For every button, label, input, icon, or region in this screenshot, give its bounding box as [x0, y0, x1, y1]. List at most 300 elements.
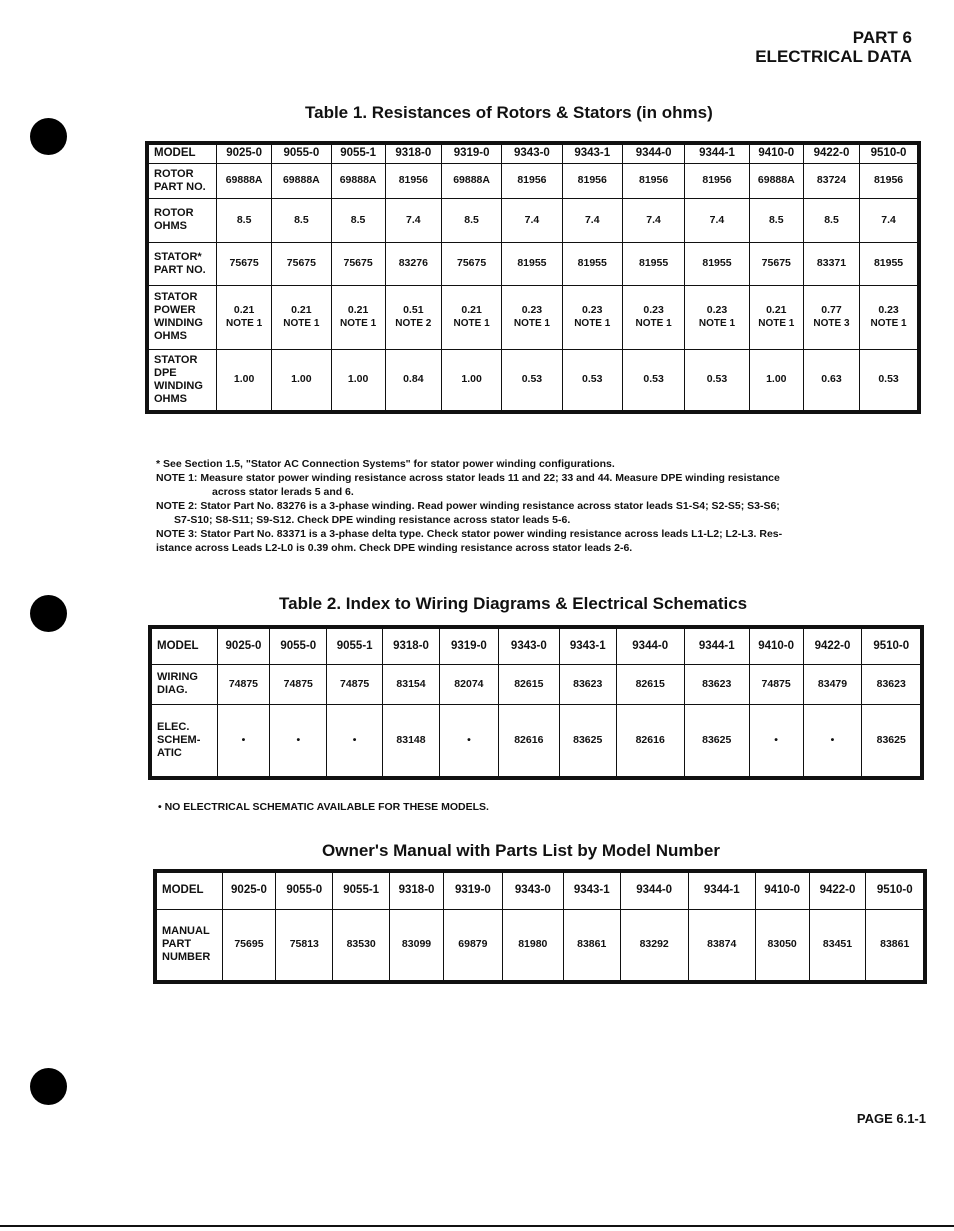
table-cell: [866, 871, 925, 909]
page-header: [755, 28, 912, 66]
table-cell: [559, 664, 616, 704]
cell-value: 9055-1: [340, 147, 377, 160]
table-cell: [860, 163, 919, 198]
cell-value: 83861: [577, 938, 607, 951]
cell-value: 9344-1: [699, 147, 735, 160]
cell-value: 74875: [340, 677, 370, 690]
cell-value: 69888A: [282, 174, 320, 186]
cell-value: 9055-1: [336, 639, 373, 652]
row-header-line: NUMBER: [162, 951, 211, 964]
row-header-line: PART NO.: [154, 180, 206, 193]
cell-value: 75675: [761, 257, 791, 269]
table-cell: [272, 285, 331, 349]
table-row: [147, 349, 919, 412]
table-cell: [217, 349, 272, 412]
row-header-line: PART: [162, 938, 192, 951]
cell-value: 83623: [573, 677, 603, 690]
cell-note: NOTE 2: [395, 318, 432, 329]
table-cell: [749, 627, 803, 664]
row-header-line: MANUAL: [162, 925, 210, 938]
table3-owners-manual: [153, 869, 927, 984]
row-header-line: DPE: [154, 366, 177, 379]
row-header-line: STATOR: [154, 291, 198, 303]
table-cell: [441, 285, 501, 349]
cell-note: NOTE 1: [635, 318, 672, 329]
table-cell: [217, 627, 270, 664]
cell-value: 9410-0: [758, 147, 795, 160]
table-cell: [502, 143, 562, 163]
table-cell: [439, 627, 498, 664]
cell-value: 9344-1: [703, 884, 740, 897]
table-row: [155, 909, 925, 982]
table-cell: [562, 198, 622, 242]
table-cell: [685, 285, 749, 349]
table-cell: [559, 704, 616, 778]
table-cell: [272, 349, 331, 412]
table-cell: [502, 163, 562, 198]
table-cell: [498, 664, 559, 704]
cell-value: 83479: [817, 677, 848, 690]
table-cell: [272, 198, 331, 242]
cell-value: 83530: [346, 938, 376, 951]
cell-value: 9344-0: [636, 884, 673, 897]
table-cell: [622, 163, 684, 198]
cell-value: 7.4: [584, 213, 600, 226]
table-cell: [331, 349, 385, 412]
cell-value: 9319-0: [451, 639, 487, 652]
cell-value: 9343-1: [574, 147, 611, 160]
table-cell: [862, 627, 922, 664]
table-cell: [333, 871, 390, 909]
table-cell: [333, 909, 390, 982]
table-cell: [749, 242, 803, 285]
cell-value: 81956: [577, 174, 607, 186]
cell-note: NOTE 1: [758, 318, 795, 329]
cell-value: 83623: [876, 677, 906, 690]
cell-value: 83276: [398, 257, 428, 269]
table-cell: [390, 909, 444, 982]
row-header-line: STATOR*: [154, 250, 202, 263]
row-header-line: ROTOR: [154, 167, 194, 180]
table-cell: [559, 627, 616, 664]
cell-value: 83154: [396, 677, 426, 690]
table-cell: [562, 143, 622, 163]
cell-value: 9422-0: [813, 147, 850, 160]
punch-hole-middle: [30, 595, 67, 632]
table-cell: [562, 349, 622, 412]
row-header: [150, 704, 217, 778]
cell-value: 74875: [228, 677, 259, 690]
table-cell: [217, 664, 270, 704]
table-cell: [443, 871, 502, 909]
table-cell: [502, 349, 562, 412]
row-header-line: POWER: [154, 304, 196, 316]
cell-value: 9055-0: [280, 639, 317, 652]
table-cell: [866, 909, 925, 982]
cell-value: 9422-0: [819, 884, 856, 897]
table-cell: [272, 163, 331, 198]
cell-value: 81955: [577, 257, 607, 269]
cell-value: 0.63: [821, 373, 842, 386]
cell-value: 83371: [816, 257, 847, 269]
table-cell: [749, 704, 803, 778]
table-cell: [749, 198, 803, 242]
cell-value: 8.5: [824, 213, 839, 226]
note-1: NOTE 1: Measure stator power winding resistance across stator leads 11 and 22; 33 and 44. Measure DPE winding resistance: [156, 472, 780, 484]
table-cell: [860, 349, 919, 412]
table-cell: [439, 704, 498, 778]
cell-value: 1.00: [766, 373, 787, 386]
cell-value: 82615: [635, 677, 665, 690]
table-cell: [222, 909, 276, 982]
cell-value: 9318-0: [393, 639, 429, 652]
cell-value: 0.21: [233, 304, 255, 316]
row-header: [147, 242, 217, 285]
table-cell: [383, 664, 440, 704]
note-2: NOTE 2: Stator Part No. 83276 is a 3-phase winding. Read power winding resistance across stator leads S1-S4; S2-S5; S3-S6;: [156, 500, 780, 512]
cell-value: 0.21: [291, 304, 312, 316]
table-cell: [327, 664, 383, 704]
cell-value: 69888A: [757, 174, 795, 186]
table-row: [150, 704, 922, 778]
cell-value: 0.53: [521, 373, 543, 386]
section-label: ELECTRICAL DATA: [755, 47, 912, 66]
cell-value: 9510-0: [876, 884, 913, 897]
cell-value: •: [774, 733, 778, 746]
cell-value: 9055-0: [283, 147, 320, 160]
table-cell: [688, 909, 755, 982]
table2-title: Table 2. Index to Wiring Diagrams & Electrical Schematics: [279, 594, 748, 613]
table-cell: [620, 871, 688, 909]
cell-value: 0.21: [461, 304, 482, 316]
cell-value: 83050: [767, 938, 797, 951]
table-cell: [439, 664, 498, 704]
cell-value: 83451: [822, 938, 853, 951]
table-cell: [441, 163, 501, 198]
cell-value: 0.21: [766, 304, 787, 316]
table-cell: [860, 285, 919, 349]
cell-value: 9410-0: [758, 639, 795, 652]
row-header: [147, 349, 217, 412]
table1-title: Table 1. Resistances of Rotors & Stators (in ohms): [305, 103, 713, 122]
row-header: [155, 909, 222, 982]
cell-value: 9344-0: [635, 147, 672, 160]
row-header-line: OHMS: [154, 330, 187, 342]
table-cell: [270, 704, 327, 778]
cell-value: 9025-0: [231, 884, 267, 897]
table-cell: [217, 163, 272, 198]
table-row: [147, 242, 919, 285]
table-cell: [217, 198, 272, 242]
cell-value: 9055-0: [286, 884, 323, 897]
table-cell: [749, 664, 803, 704]
cell-value: 0.53: [582, 373, 603, 386]
cell-value: 83625: [876, 733, 906, 746]
row-header-line: ATIC: [157, 746, 182, 759]
table-cell: [803, 143, 859, 163]
cell-value: 0.53: [878, 373, 899, 386]
cell-value: 1.00: [461, 373, 482, 386]
row-header: [150, 664, 217, 704]
cell-note: NOTE 1: [574, 318, 611, 329]
cell-value: 0.21: [347, 304, 369, 316]
cell-value: 81955: [639, 257, 669, 269]
table-cell: [443, 909, 502, 982]
table-cell: [562, 242, 622, 285]
table-cell: [620, 909, 688, 982]
cell-note: NOTE 1: [283, 318, 320, 329]
table-cell: [441, 349, 501, 412]
table-cell: [860, 198, 919, 242]
table-cell: [383, 704, 440, 778]
table-cell: [616, 627, 684, 664]
cell-value: 0.77: [821, 304, 842, 316]
table3-title: Owner's Manual with Parts List by Model Number: [322, 841, 720, 860]
cell-value: 81955: [702, 257, 732, 269]
table-cell: [270, 627, 327, 664]
cell-value: 81956: [639, 174, 669, 186]
cell-value: 83292: [639, 938, 669, 951]
cell-value: 1.00: [291, 373, 312, 386]
table-row: [147, 285, 919, 349]
table-row: [150, 627, 922, 664]
cell-note: NOTE 1: [453, 318, 490, 329]
punch-hole-bottom: [30, 1068, 67, 1105]
row-header-line: WINDING: [154, 379, 203, 392]
cell-value: 81980: [518, 938, 548, 951]
table-cell: [327, 627, 383, 664]
table-cell: [385, 163, 441, 198]
table-cell: [222, 871, 276, 909]
cell-value: 83625: [573, 733, 603, 746]
table-cell: [562, 163, 622, 198]
table-row: [147, 198, 919, 242]
cell-value: 9343-0: [514, 884, 551, 897]
cell-value: 82615: [514, 677, 544, 690]
cell-value: 8.5: [294, 213, 309, 226]
note-3-cont: istance across Leads L2-L0 is 0.39 ohm. Check DPE winding resistance across stator leads 2-6.: [156, 542, 633, 554]
table-cell: [685, 349, 749, 412]
cell-value: 8.5: [236, 213, 252, 226]
row-header-line: OHMS: [154, 392, 187, 405]
table-cell: [803, 704, 862, 778]
table-cell: [622, 198, 684, 242]
table-cell: [276, 909, 333, 982]
page-bottom-edge: [0, 1225, 954, 1227]
table-cell: [331, 242, 385, 285]
row-header-line: ELEC.: [157, 720, 190, 733]
table-cell: [385, 143, 441, 163]
table-cell: [862, 664, 922, 704]
row-header-line: STATOR: [154, 353, 198, 366]
row-header: [147, 198, 217, 242]
table-cell: [809, 909, 866, 982]
table-cell: [502, 242, 562, 285]
table-cell: [217, 285, 272, 349]
cell-value: 69888A: [225, 174, 263, 186]
cell-value: 75695: [234, 938, 264, 951]
table-cell: [502, 198, 562, 242]
row-header-line: WINDING: [154, 317, 203, 329]
table-cell: [441, 242, 501, 285]
cell-value: •: [830, 733, 835, 746]
table-cell: [385, 198, 441, 242]
table-cell: [684, 664, 749, 704]
table-cell: [331, 143, 385, 163]
cell-value: 9055-1: [343, 884, 380, 897]
cell-note: NOTE 1: [226, 318, 263, 329]
table-cell: [217, 143, 272, 163]
table-cell: [385, 242, 441, 285]
cell-value: 9344-0: [632, 639, 669, 652]
table-row: [147, 163, 919, 198]
table-cell: [755, 871, 809, 909]
note-see-section: * See Section 1.5, "Stator AC Connection Systems" for stator power winding configurations.: [156, 458, 615, 470]
table-cell: [217, 704, 270, 778]
cell-value: 8.5: [768, 213, 784, 226]
table-cell: [276, 871, 333, 909]
cell-value: 82074: [454, 677, 484, 690]
cell-value: 81956: [873, 174, 904, 186]
table-row: [155, 871, 925, 909]
row-header: [147, 163, 217, 198]
row-header-line: ROTOR: [154, 207, 194, 219]
cell-value: 75675: [457, 257, 487, 269]
table-cell: [563, 909, 620, 982]
row-header-line: PART NO.: [154, 263, 206, 276]
table-cell: [862, 704, 922, 778]
cell-value: 83625: [702, 733, 732, 746]
table-cell: [331, 285, 385, 349]
table-cell: [860, 143, 919, 163]
cell-value: 81955: [517, 257, 547, 269]
table-cell: [441, 143, 501, 163]
cell-value: 75675: [286, 257, 316, 269]
cell-value: 75813: [289, 938, 319, 951]
cell-value: 81956: [702, 174, 732, 186]
table-cell: [685, 198, 749, 242]
table-cell: [803, 664, 862, 704]
cell-value: 0.23: [706, 304, 728, 316]
table-cell: [385, 285, 441, 349]
table-cell: [684, 627, 749, 664]
cell-value: 8.5: [464, 213, 479, 226]
table-cell: [327, 704, 383, 778]
cell-value: 9510-0: [870, 147, 907, 160]
table-cell: [498, 627, 559, 664]
cell-value: 7.4: [881, 213, 896, 226]
table-cell: [498, 704, 559, 778]
table-cell: [331, 198, 385, 242]
table-cell: [622, 349, 684, 412]
row-header-line: DIAG.: [157, 684, 188, 696]
table-cell: [809, 871, 866, 909]
table-cell: [803, 285, 859, 349]
cell-value: 9025-0: [225, 639, 262, 652]
cell-value: 81955: [873, 257, 904, 269]
cell-value: 9025-0: [226, 147, 263, 160]
cell-value: 82616: [514, 733, 544, 746]
cell-note: NOTE 3: [813, 318, 850, 329]
table-row: [150, 664, 922, 704]
cell-value: •: [296, 733, 301, 746]
table1-notes: [156, 457, 916, 555]
cell-value: 1.00: [347, 373, 369, 386]
cell-value: 75675: [343, 257, 373, 269]
table2-wiring-index: [148, 625, 924, 780]
table-cell: [860, 242, 919, 285]
cell-value: 9318-0: [395, 147, 432, 160]
cell-value: 9318-0: [398, 884, 435, 897]
cell-value: 69888A: [339, 174, 377, 186]
table-cell: [502, 871, 563, 909]
table-cell: [685, 143, 749, 163]
cell-value: 0.84: [403, 373, 424, 386]
table2-footnote: • NO ELECTRICAL SCHEMATIC AVAILABLE FOR THESE MODELS.: [158, 801, 489, 813]
cell-value: 9422-0: [814, 639, 851, 652]
cell-value: 0.53: [706, 373, 728, 386]
cell-value: 74875: [283, 677, 313, 690]
table-cell: [803, 627, 862, 664]
cell-value: 69888A: [453, 174, 490, 186]
table-cell: [622, 285, 684, 349]
cell-value: 83623: [702, 677, 732, 690]
cell-value: 0.23: [521, 304, 543, 316]
page-number: PAGE 6.1-1: [856, 1111, 926, 1126]
table-cell: [755, 909, 809, 982]
table-cell: [383, 627, 440, 664]
table-cell: [622, 242, 684, 285]
note-3: NOTE 3: Stator Part No. 83371 is a 3-phase delta type. Check stator power winding resistance across leads L1-L2; L2-L3. Res-: [156, 528, 783, 540]
table-cell: [622, 143, 684, 163]
cell-value: 0.23: [582, 304, 603, 316]
table-cell: [441, 198, 501, 242]
cell-value: •: [241, 733, 246, 746]
table-cell: [217, 242, 272, 285]
table1-resistances: [145, 141, 921, 414]
table-cell: [803, 242, 859, 285]
cell-note: NOTE 1: [340, 318, 377, 329]
row-header: [147, 143, 217, 163]
row-header-line: MODEL: [154, 147, 196, 160]
table-cell: [685, 163, 749, 198]
cell-note: NOTE 1: [513, 318, 550, 329]
cell-value: 82616: [635, 733, 665, 746]
cell-value: 9319-0: [454, 884, 491, 897]
cell-value: •: [352, 733, 357, 746]
table-cell: [749, 163, 803, 198]
cell-value: 7.4: [524, 213, 540, 226]
row-header: [150, 627, 217, 664]
table-cell: [563, 871, 620, 909]
cell-value: 83724: [816, 174, 847, 186]
note-2-cont: S7-S10; S8-S11; S9-S12. Check DPE winding resistance across stator leads 5-6.: [174, 514, 571, 526]
table-cell: [562, 285, 622, 349]
row-header: [147, 285, 217, 349]
cell-value: 9510-0: [873, 639, 910, 652]
table-cell: [685, 242, 749, 285]
table-cell: [749, 349, 803, 412]
cell-value: 81956: [398, 174, 428, 186]
table-cell: [803, 349, 859, 412]
row-header-line: MODEL: [157, 639, 199, 652]
cell-value: 9343-0: [510, 639, 547, 652]
cell-value: 7.4: [709, 213, 725, 226]
cell-value: 74875: [761, 677, 791, 690]
table-cell: [616, 704, 684, 778]
table-row: [147, 143, 919, 163]
cell-value: 0.51: [403, 304, 424, 316]
